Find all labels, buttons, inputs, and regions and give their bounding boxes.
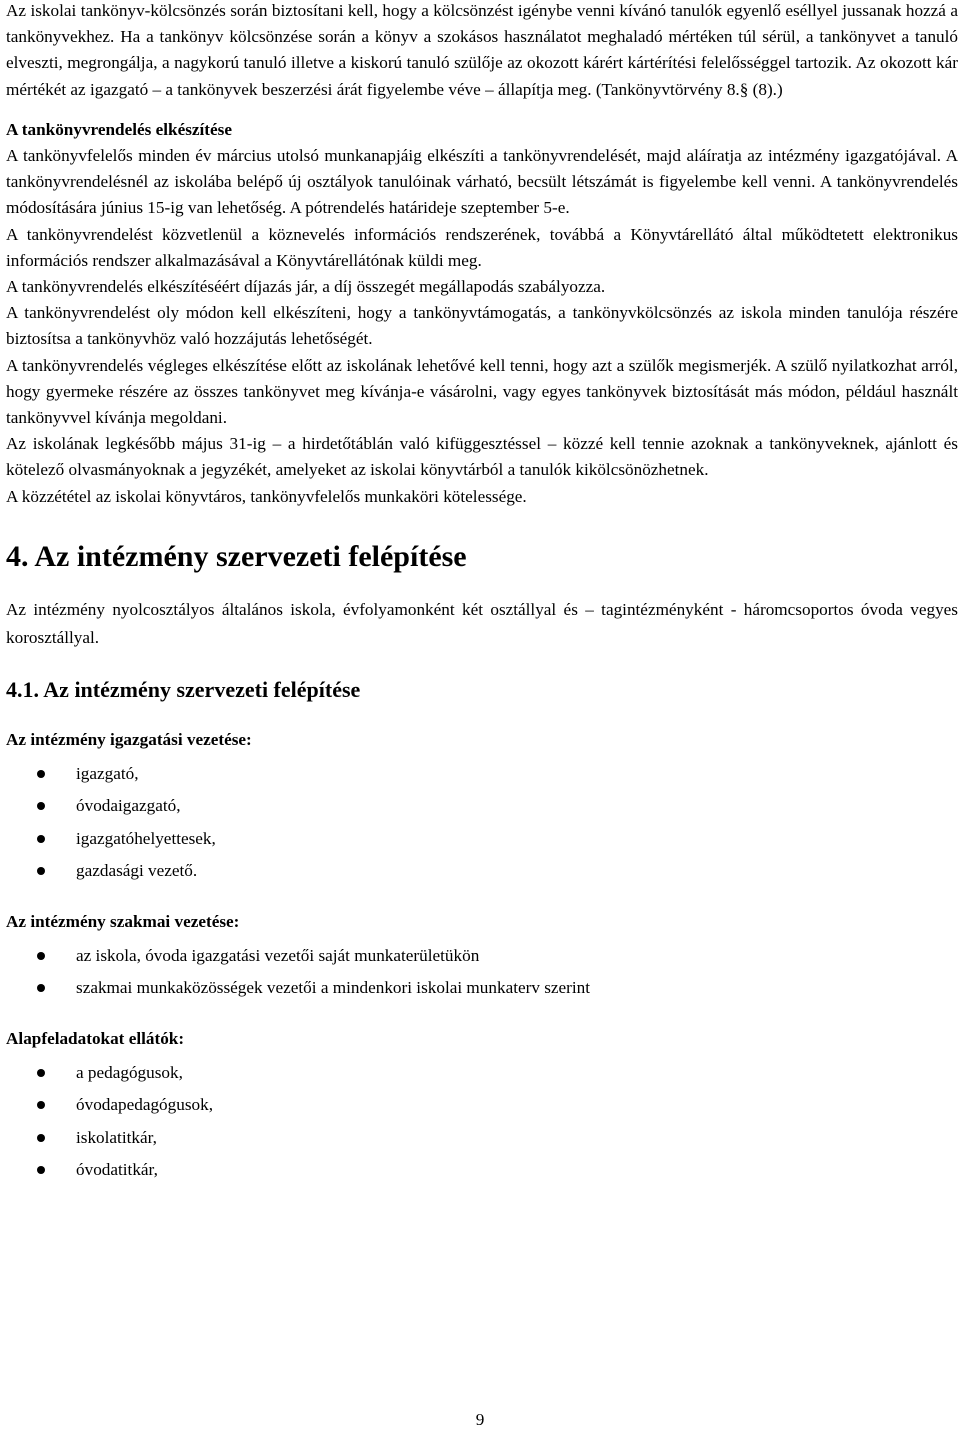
- list-item: gazdasági vezető.: [6, 855, 958, 888]
- paragraph-order-duty: A közzététel az iskolai könyvtáros, tankönyvfelelős munkaköri kötelessége.: [6, 486, 527, 506]
- list-administrative-management: [6, 758, 958, 888]
- bullet-icon: [37, 802, 45, 810]
- bullet-icon: [37, 770, 45, 778]
- bullet-icon: [37, 835, 45, 843]
- paragraph-order-parents: A tankönyvrendelés végleges elkészítése előtt az iskolának lehetővé kell tenni, hogy azt a szülők megismerjék. A szülő nyilatkozhat arról, hogy gyermeke részére az összes tankönyvet meg kívánja-e vásárolni, vagy egyes tankönyvek biztosítását más módon, például használt tankönyvvel kívánja megoldani.: [6, 355, 958, 428]
- page-number: 9: [475, 1410, 485, 1429]
- bullet-icon: [37, 867, 45, 875]
- spacer: [6, 103, 958, 117]
- section-4-1-title: 4.1. Az intézmény szervezeti felépítése: [6, 676, 361, 702]
- chapter-4-intro: Az intézmény nyolcosztályos általános iskola, évfolyamonként két osztállyal és – tagintézményként - háromcsoportos óvoda vegyes korosztállyal.: [6, 599, 958, 647]
- bullet-icon: [37, 1166, 45, 1174]
- bullet-icon: [37, 1101, 45, 1109]
- subheading-textbook-order: A tankönyvrendelés elkészítése: [6, 119, 232, 139]
- bullet-icon: [37, 984, 45, 992]
- paragraph-textbook-lending: Az iskolai tankönyv-kölcsönzés során biztosítani kell, hogy a kölcsönzést igénybe venni kívánó tanulók egyenlő eséllyel jussanak hozzá a tankönyvekhez. Ha a tankönyv kölcsönzése során a könyv a szokásos használatot meghaladó mértéken túl sérül, a tankönyvet a tanuló elveszti, megrongálja, a nagykorú tanuló illetve a kiskorú tanuló szülője az okozott kárért kártérítési felelősséggel tartozik. Az okozott kár mértékét az igazgató – a tankönyvek beszerzési árát figyelembe véve – állapítja meg. (Tankönyvtörvény 8.§ (8).): [6, 1, 958, 99]
- document-page: [6, 0, 958, 1187]
- paragraph-order-system: A tankönyvrendelést közvetlenül a köznevelés információs rendszerének, továbbá a Könyvtárellátó által működtetett elektronikus információs rendszer alkalmazásával a Könyvtárellátónak küldi meg.: [6, 224, 958, 270]
- list-title-professional-management: Az intézmény szakmai vezetése:: [6, 911, 240, 931]
- list-item: óvodapedagógusok,: [6, 1089, 958, 1122]
- list-title-core-staff: Alapfeladatokat ellátók:: [6, 1028, 185, 1048]
- paragraph-order-payment: A tankönyvrendelés elkészítéséért díjazás jár, a díj összegét megállapodás szabályozza.: [6, 277, 606, 297]
- list-title-administrative-management: Az intézmény igazgatási vezetése:: [6, 729, 252, 749]
- list-item: szakmai munkaközösségek vezetői a mindenkori iskolai munkaterv szerint: [6, 972, 958, 1005]
- paragraph-order-publish: Az iskolának legkésőbb május 31-ig – a hirdetőtáblán való kifüggesztéssel – közzé kell tennie azoknak a tankönyveknek, ajánlott és kötelező olvasmányoknak a jegyzékét, amelyeket az iskolai könyvtárból a tanulók kikölcsönözhetnek.: [6, 434, 958, 480]
- bullet-icon: [37, 952, 45, 960]
- list-item: a pedagógusok,: [6, 1057, 958, 1090]
- bullet-icon: [37, 1069, 45, 1077]
- list-item: óvodaigazgató,: [6, 790, 958, 823]
- chapter-4-title: 4. Az intézmény szervezeti felépítése: [6, 539, 467, 573]
- list-item: igazgatóhelyettesek,: [6, 823, 958, 856]
- list-item: az iskola, óvoda igazgatási vezetői saját munkaterületükön: [6, 940, 958, 973]
- list-core-staff: [6, 1057, 958, 1187]
- list-professional-management: [6, 940, 958, 1005]
- list-item: igazgató,: [6, 758, 958, 791]
- paragraph-order-access: A tankönyvrendelést oly módon kell elkészíteni, hogy a tankönyvtámogatás, a tankönyvkölcsönzés az iskola minden tanulója részére biztosítsa a tankönyvhöz való hozzájutás lehetőségét.: [6, 303, 958, 349]
- bullet-icon: [37, 1134, 45, 1142]
- list-item: óvodatitkár,: [6, 1154, 958, 1187]
- list-item: iskolatitkár,: [6, 1122, 958, 1155]
- paragraph-order-deadline: A tankönyvfelelős minden év március utolsó munkanapjáig elkészíti a tankönyvrendelését, majd aláíratja az intézmény igazgatójával. A tankönyvrendelésnél az iskolába belépő új osztályok tanulóinak várható, becsült létszámát is figyelembe kell venni. A tankönyvrendelés módosítására június 15-ig van lehetőség. A pótrendelés határideje szeptember 5-e.: [6, 146, 958, 218]
